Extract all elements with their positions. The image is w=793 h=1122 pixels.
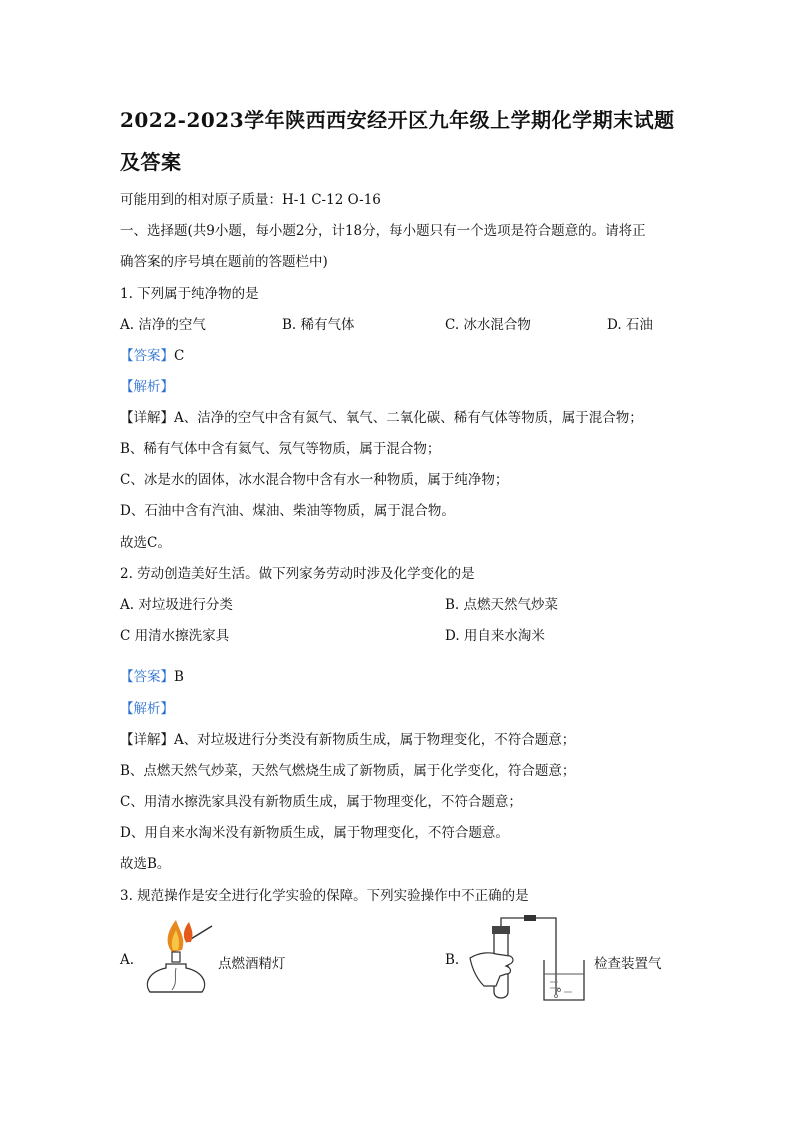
- section1-instructions-line1: 一、选择题(共9小题，每小题2分，计18分，每小题只有一个选项是符合题意的。请将正: [120, 223, 646, 239]
- q2-answer-value: B: [174, 669, 184, 685]
- document-title-line2: 及答案: [120, 150, 182, 174]
- q2-option-d: D. 用自来水淘米: [445, 628, 545, 644]
- q1-option-b: B. 稀有气体: [282, 317, 355, 333]
- q1-conclusion: 故选C。: [120, 535, 171, 551]
- q1-detail-line2: B、稀有气体中含有氦气、氖气等物质，属于混合物；: [120, 441, 441, 457]
- q1-answer-tag: 【答案】: [120, 348, 174, 364]
- match-flame: [184, 922, 193, 942]
- q1-detail-tag: 【详解】: [120, 410, 174, 426]
- q3-option-b-letter: B.: [445, 952, 460, 968]
- q3-option-a-letter: A.: [120, 952, 135, 968]
- q1-stem: 1. 下列属于纯净物的是: [120, 286, 259, 302]
- q2-option-c: C 用清水擦洗家具: [120, 628, 230, 644]
- q1-detail-line3: C、冰是水的固体，冰水混合物中含有水一种物质，属于纯净物；: [120, 472, 509, 488]
- section1-instructions-line2: 确答案的序号填在题前的答题栏中): [120, 254, 328, 270]
- q2-answer: [120, 665, 184, 685]
- q1-option-c: C. 冰水混合物: [445, 317, 531, 333]
- beaker: [544, 960, 584, 1000]
- bubble-2: [558, 989, 561, 992]
- gas-tightness-check-figure: [466, 912, 592, 1004]
- atomic-mass-note: 可能用到的相对原子质量：H-1 C-12 O-16: [120, 192, 381, 208]
- q3-option-b-text: 检查装置气: [594, 956, 662, 972]
- q2-detail-line3: C、用清水擦洗家具没有新物质生成，属于物理变化，不符合题意；: [120, 794, 522, 810]
- q1-detail-line4: D、石油中含有汽油、煤油、柴油等物质，属于混合物。: [120, 503, 455, 519]
- q1-option-a: A. 洁净的空气: [120, 317, 206, 333]
- rubber-stopper: [492, 926, 510, 934]
- q2-option-a: A. 对垃圾进行分类: [120, 597, 233, 613]
- hand: [470, 953, 513, 986]
- q1-analysis-tag: 【解析】: [120, 379, 174, 395]
- q1-detail-text1: A、洁净的空气中含有氮气、氧气、二氧化碳、稀有气体等物质，属于混合物；: [174, 410, 643, 426]
- alcohol-lamp-figure: [142, 912, 216, 1000]
- q3-stem: 3. 规范操作是安全进行化学实验的保障。下列实验操作中不正确的是: [120, 888, 529, 904]
- q2-detail-text1: A、对垃圾进行分类没有新物质生成，属于物理变化，不符合题意；: [174, 732, 576, 748]
- document-title-line1: 2022-2023学年陕西西安经开区九年级上学期化学期末试题: [120, 108, 675, 132]
- q1-answer-value: C: [174, 348, 185, 364]
- q1-answer: [120, 344, 184, 364]
- tube-connector: [524, 915, 536, 921]
- q2-analysis-tag: 【解析】: [120, 701, 174, 717]
- q2-stem: 2. 劳动创造美好生活。做下列家务劳动时涉及化学变化的是: [120, 566, 475, 582]
- wick-holder: [172, 952, 180, 962]
- q1-detail-line1: [120, 406, 643, 426]
- q2-detail-line4: D、用自来水淘米没有新物质生成，属于物理变化，不符合题意。: [120, 825, 509, 841]
- q2-answer-tag: 【答案】: [120, 669, 174, 685]
- q1-option-d: D. 石油: [607, 317, 653, 333]
- q2-conclusion: 故选B。: [120, 856, 171, 872]
- q2-option-b: B. 点燃天然气炒菜: [445, 597, 559, 613]
- q2-detail-line2: B、点燃天然气炒菜，天然气燃烧生成了新物质，属于化学变化，符合题意；: [120, 763, 576, 779]
- bubble-1: [555, 995, 558, 998]
- q2-detail-line1: [120, 728, 575, 748]
- q3-option-a-text: 点燃酒精灯: [218, 956, 286, 972]
- q2-detail-tag: 【详解】: [120, 732, 174, 748]
